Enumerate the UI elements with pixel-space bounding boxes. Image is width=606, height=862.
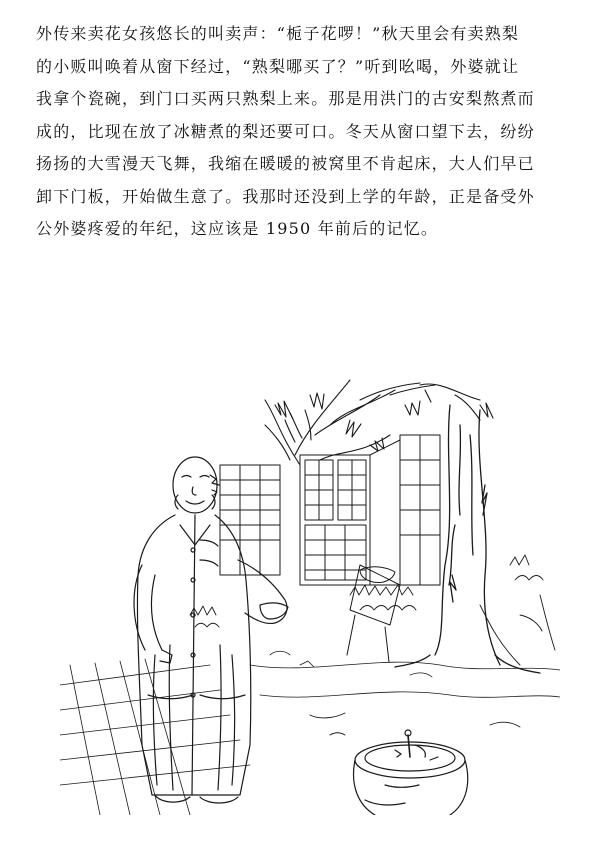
text-line-3: 我拿个瓷碗，到门口买两只熟梨上来。那是用洪门的古安梨熬煮而 — [36, 89, 535, 108]
tiled-floor — [60, 651, 560, 815]
body-text — [36, 18, 574, 246]
building-windows — [220, 435, 440, 585]
text-line-4: 成的，比现在放了冰糖煮的梨还要可口。冬天从窗口望下去，纷纷 — [36, 121, 535, 141]
tree-branches — [265, 380, 493, 465]
ink-sketch-illustration — [60, 365, 560, 815]
text-line-5: 扬扬的大雪漫天飞舞，我缩在暖暖的被窝里不肯起床，大人们早已 — [36, 154, 535, 173]
text-line-7: 公外婆疼爱的年纪，这应该是 1950 年前后的记忆。 — [36, 219, 439, 238]
tree-trunk — [395, 405, 540, 673]
text-line-2: 的小贩叫唤着从窗下经过，“熟梨哪买了？”听到吆喝，外婆就让 — [36, 56, 520, 76]
text-line-6: 卸下门板，开始做生意了。我那时还没到上学的年龄，正是备受外 — [36, 186, 535, 206]
text-line-1: 外传来卖花女孩悠长的叫卖声：“栀子花啰！”秋天里会有卖熟梨 — [36, 24, 520, 43]
man-figure — [134, 457, 288, 803]
water-jar — [354, 730, 468, 815]
